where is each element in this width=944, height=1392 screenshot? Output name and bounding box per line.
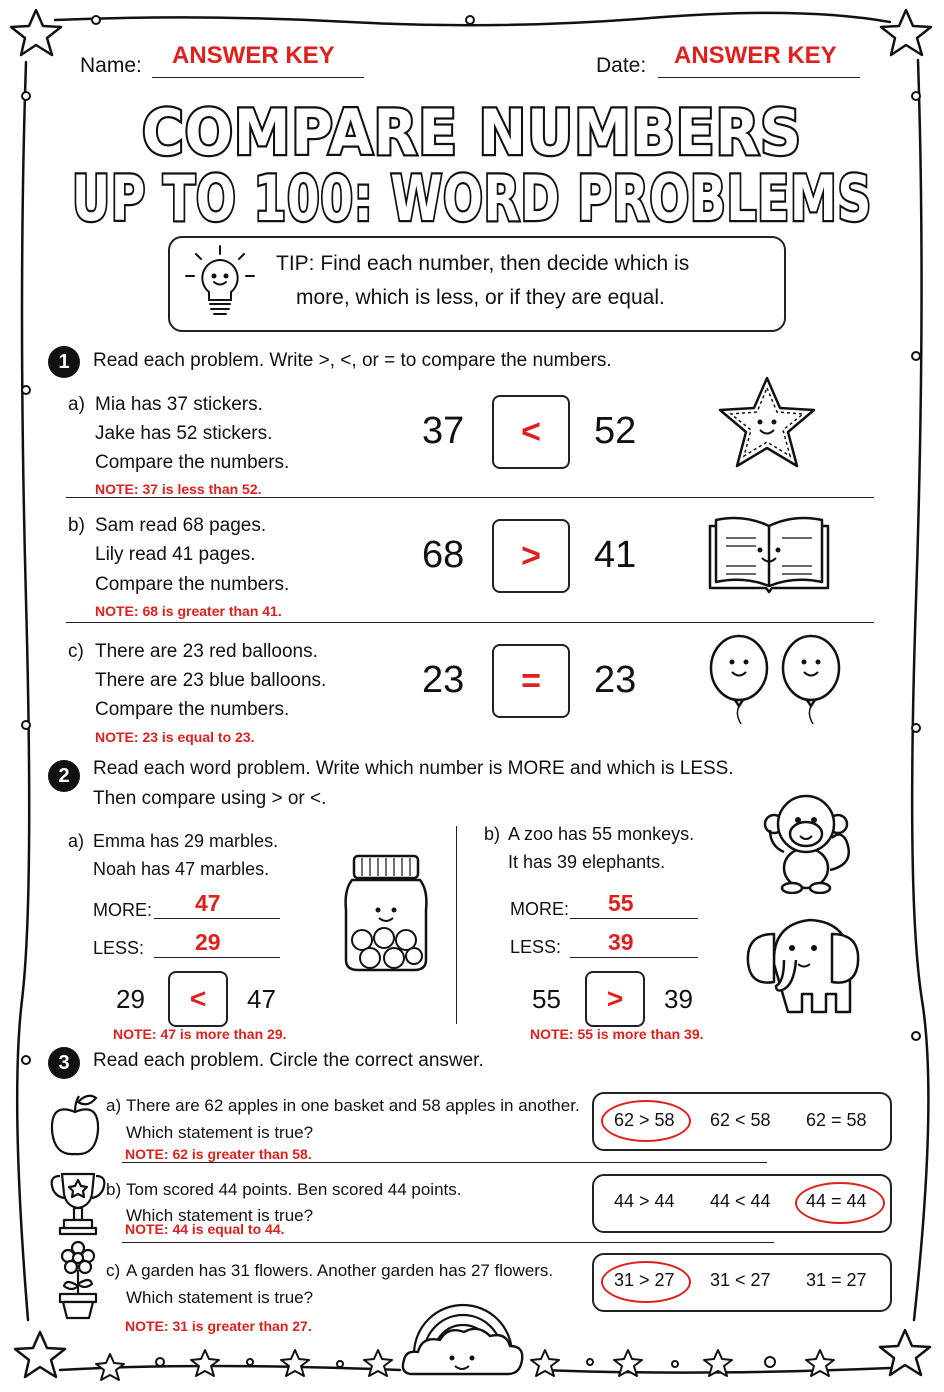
s2b-less-underline [570,957,698,958]
s2b-letter: b) [484,824,501,844]
name-value[interactable]: ANSWER KEY [172,42,335,69]
s3c-choice-3[interactable]: 31 = 27 [806,1270,867,1290]
s1c-letter: c) [68,641,84,662]
s3b-line-1: Tom scored 44 points. Ben scored 44 points. [126,1180,462,1199]
s2b-left-number: 55 [532,984,561,1014]
rainbow-cloud-icon [400,1284,526,1380]
s2a-more-underline [154,918,280,919]
section-2-divider [456,826,457,1024]
s2b-note: NOTE: 55 is more than 39. [530,1026,704,1042]
s2b-line-1: A zoo has 55 monkeys. [508,824,695,844]
s3a-line-1: There are 62 apples in one basket and 58 apples in another. [126,1096,580,1115]
s1a-answer-box[interactable]: < [492,395,570,469]
s1a-letter: a) [68,394,85,415]
s2a-right-number: 47 [247,984,276,1014]
s3b-letter: b) [106,1180,122,1199]
marble-jar-icon [338,850,434,976]
s3b-choice-3[interactable]: 44 = 44 [806,1191,867,1211]
s2a-less-value[interactable]: 29 [195,929,221,955]
s2a-answer-box[interactable]: < [168,971,228,1027]
s2b-answer-box[interactable]: > [585,971,645,1027]
s3a-choice-2[interactable]: 62 < 58 [710,1110,771,1130]
s1c-left-number: 23 [422,659,465,701]
s2a-letter: a) [68,831,85,851]
s1c-note: NOTE: 23 is equal to 23. [95,729,255,745]
s1a-divider [66,497,874,498]
s3c-letter: c) [106,1261,121,1280]
s1b-letter: b) [68,515,85,536]
section-2-badge: 2 [48,760,80,792]
title-line-1: COMPARE NUMBERS [142,96,802,169]
s1b-note: NOTE: 68 is greater than 41. [95,603,282,619]
s2a-more-value[interactable]: 47 [195,890,221,916]
balloons-icon [704,630,846,726]
s3c-question: Which statement is true? [126,1288,314,1307]
s3b-note: NOTE: 44 is equal to 44. [125,1221,285,1237]
s2a-more-label: MORE: [93,900,153,920]
s3b-underline [122,1242,774,1243]
s1c-line-1: There are 23 red balloons. [95,641,318,662]
date-label: Date: [596,54,647,77]
s1b-line-1: Sam read 68 pages. [95,515,267,536]
s3c-choice-1[interactable]: 31 > 27 [614,1270,675,1290]
tip-box [168,236,786,332]
lightbulb-icon [182,244,258,324]
s1c-answer-box[interactable]: = [492,644,570,718]
s3a-letter: a) [106,1096,122,1115]
section-3-instruction: Read each problem. Circle the correct answer. [93,1050,484,1071]
s2a-line-2: Noah has 47 marbles. [93,859,270,879]
s1b-line-3: Compare the numbers. [95,574,290,595]
section-1-badge: 1 [48,346,80,378]
open-book-icon [704,510,834,596]
s2b-right-number: 39 [664,984,693,1014]
s1a-line-2: Jake has 52 stickers. [95,423,273,444]
tip-line-2: more, which is less, or if they are equal. [296,286,665,309]
flower-pot-icon [52,1240,104,1320]
s1b-line-2: Lily read 41 pages. [95,544,256,565]
name-underline [152,77,364,78]
s1b-answer-box[interactable]: > [492,519,570,593]
s3a-underline [122,1162,767,1163]
s2b-more-underline [570,918,698,919]
s2b-less-value[interactable]: 39 [608,929,634,955]
title-line-2: UP TO 100: WORD PROBLEMS [72,162,873,235]
s2a-less-label: LESS: [93,938,145,958]
section-2-instruction-2: Then compare using > or <. [93,788,327,809]
s3b-choice-2[interactable]: 44 < 44 [710,1191,771,1211]
date-underline [658,77,860,78]
s1a-note: NOTE: 37 is less than 52. [95,481,262,497]
page-title [40,88,904,238]
s1c-line-3: Compare the numbers. [95,699,290,720]
s1a-right-number: 52 [594,410,637,452]
s2b-line-2: It has 39 elephants. [508,852,666,872]
section-3-badge: 3 [48,1047,80,1079]
name-label: Name: [80,54,142,77]
s1b-left-number: 68 [422,534,465,576]
s2b-less-label: LESS: [510,937,562,957]
s3c-line-1: A garden has 31 flowers. Another garden has 27 flowers. [126,1261,554,1280]
s3b-question: Which statement is true? [126,1206,314,1225]
s3b-choice-1[interactable]: 44 > 44 [614,1191,675,1211]
s3a-choice-3[interactable]: 62 = 58 [806,1110,867,1130]
s3c-choice-2[interactable]: 31 < 27 [710,1270,771,1290]
s2a-left-number: 29 [116,984,145,1014]
s2b-more-label: MORE: [510,899,570,919]
s3a-note: NOTE: 62 is greater than 58. [125,1146,312,1162]
monkey-icon [760,790,860,894]
trophy-icon [50,1170,106,1236]
section-1-instruction: Read each problem. Write >, <, or = to compare the numbers. [93,350,612,371]
apple-icon [48,1092,102,1158]
s2a-line-1: Emma has 29 marbles. [93,831,279,851]
section-2-instruction-1: Read each word problem. Write which number is MORE and which is LESS. [93,758,734,779]
s2a-note: NOTE: 47 is more than 29. [113,1026,287,1042]
tip-line-1: TIP: Find each number, then decide which is [276,252,690,275]
s2b-more-value[interactable]: 55 [608,890,634,916]
s1c-right-number: 23 [594,659,637,701]
date-value[interactable]: ANSWER KEY [674,42,837,69]
s3a-choice-1[interactable]: 62 > 58 [614,1110,675,1130]
s2a-less-underline [154,957,280,958]
s3c-note: NOTE: 31 is greater than 27. [125,1318,312,1334]
star-icon [712,372,822,472]
s3a-question: Which statement is true? [126,1123,314,1142]
s1a-line-3: Compare the numbers. [95,452,290,473]
elephant-icon [744,904,862,1022]
s1a-left-number: 37 [422,410,465,452]
s1b-divider [66,622,874,623]
s1a-line-1: Mia has 37 stickers. [95,394,263,415]
s1b-right-number: 41 [594,534,637,576]
s1c-line-2: There are 23 blue balloons. [95,670,327,691]
